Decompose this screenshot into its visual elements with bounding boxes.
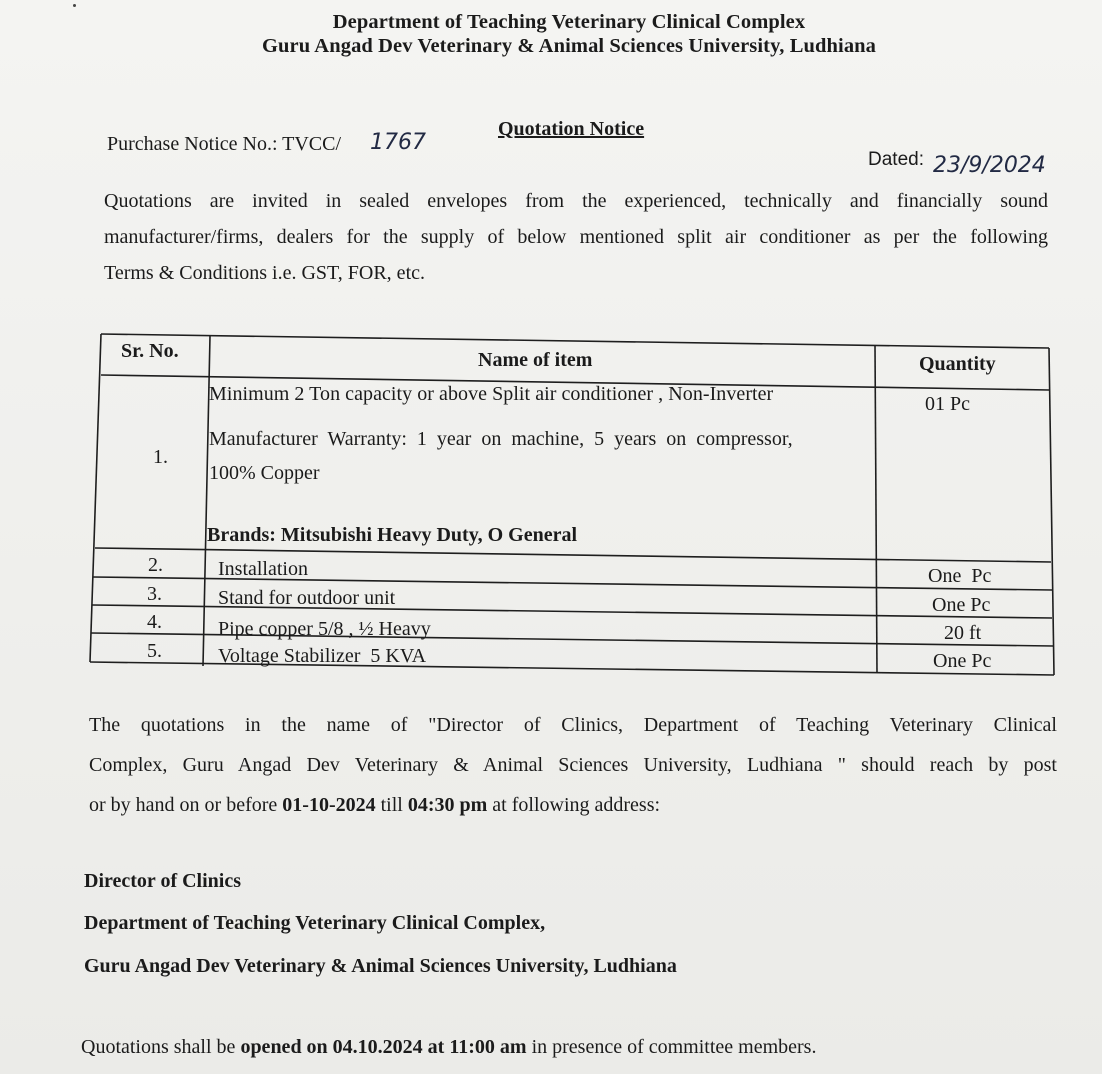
table-row-4-item: Pipe copper 5/8 , ½ Heavy	[218, 618, 431, 640]
dated-label: Dated:	[868, 149, 924, 170]
submission-paragraph	[89, 705, 1057, 825]
submission-text: at following address:	[487, 794, 661, 816]
table-border-top	[101, 334, 1049, 348]
address-line-university: Guru Angad Dev Veterinary & Animal Sciences University, Ludhiana	[84, 955, 677, 977]
purchase-notice-number: 1767	[370, 130, 426, 155]
table-row-5-qty: One Pc	[933, 650, 992, 672]
table-header-sr: Sr. No.	[121, 340, 179, 362]
submission-text: or by hand on or before	[89, 794, 283, 816]
table-row-1-item-line: 100% Copper	[209, 462, 320, 484]
table-row-1-brands: Brands: Mitsubishi Heavy Duty, O General	[207, 524, 578, 546]
submission-line: The quotations in the name of "Director of Clinics, Department of Teaching Veterinary Clinical	[89, 714, 1057, 736]
table-row-3-item: Stand for outdoor unit	[218, 587, 396, 609]
address-line-department: Department of Teaching Veterinary Clinical Complex,	[84, 912, 546, 934]
table-row-4-sr: 4.	[147, 611, 162, 633]
table-row-1-item-line: Manufacturer Warranty: 1 year on machine, 5 years on compressor,	[209, 428, 793, 450]
intro-line: manufacturer/firms, dealers for the supply of below mentioned split air conditioner as per the following	[104, 226, 1048, 248]
table-border-right	[1049, 348, 1054, 675]
submission-line: Complex, Guru Angad Dev Veterinary & Animal Sciences University, Ludhiana " should reach by post	[89, 754, 1057, 776]
submission-line	[89, 785, 1057, 825]
table-row-1-sr: 1.	[153, 446, 168, 468]
dated-value: 23/9/2024	[933, 153, 1046, 178]
intro-line: Quotations are invited in sealed envelopes from the experienced, technically and financially sound	[104, 190, 1048, 212]
table-border-left	[90, 334, 101, 662]
table-row-2-qty: One Pc	[928, 565, 992, 587]
table-row-2-sr: 2.	[148, 554, 163, 576]
opening-text: Quotations shall be	[81, 1036, 241, 1058]
table-col-divider-2	[875, 346, 877, 673]
table-row-5-sr: 5.	[147, 640, 162, 662]
table-header-item: Name of item	[478, 349, 593, 371]
table-row-3-sr: 3.	[147, 583, 162, 605]
department-heading: Department of Teaching Veterinary Clinical Complex	[332, 11, 806, 33]
address-line-director: Director of Clinics	[84, 870, 242, 892]
opening-date-time: opened on 04.10.2024 at 11:00 am	[240, 1036, 527, 1058]
opening-statement	[81, 1036, 816, 1059]
table-row-1-item-line: Minimum 2 Ton capacity or above Split air conditioner , Non-Inverter	[209, 383, 774, 405]
purchase-notice-label: Purchase Notice No.: TVCC/	[107, 133, 342, 155]
table-row-5-item: Voltage Stabilizer 5 KVA	[218, 645, 427, 667]
table-header-quantity: Quantity	[919, 353, 996, 375]
table-row-1-qty: 01 Pc	[925, 393, 970, 415]
intro-line: Terms & Conditions i.e. GST, FOR, etc.	[104, 262, 425, 284]
table-row-3-qty: One Pc	[932, 594, 991, 616]
table-row-4-qty: 20 ft	[944, 622, 982, 644]
table-row-2-item: Installation	[218, 558, 308, 580]
submission-text: till	[375, 794, 408, 816]
university-heading: Guru Angad Dev Veterinary & Animal Sciences University, Ludhiana	[261, 35, 877, 57]
notice-title: Quotation Notice	[498, 118, 645, 140]
opening-text: in presence of committee members.	[526, 1036, 817, 1058]
deadline-date: 01-10-2024	[282, 794, 376, 816]
deadline-time: 04:30 pm	[407, 794, 488, 816]
